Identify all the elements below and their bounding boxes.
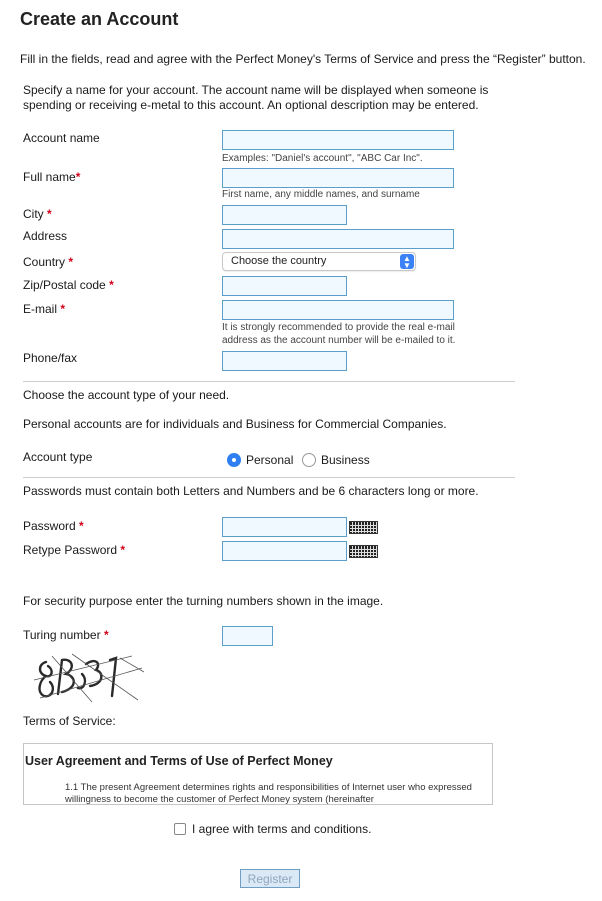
password-note: Passwords must contain both Letters and Numbers and be 6 characters long or more. xyxy=(23,484,479,498)
retype-password-label: Retype Password * xyxy=(23,543,126,557)
zip-label: Zip/Postal code * xyxy=(23,278,114,292)
turing-number-label: Turing number * xyxy=(23,628,109,642)
email-label: E-mail * xyxy=(23,302,66,316)
virtual-keyboard-icon[interactable] xyxy=(349,521,378,534)
country-selected-value: Choose the country xyxy=(231,255,327,267)
security-note: For security purpose enter the turning numbers shown in the image. xyxy=(23,594,384,608)
register-button[interactable]: Register xyxy=(240,869,300,888)
captcha-image xyxy=(32,650,147,705)
radio-personal-label[interactable]: Personal xyxy=(246,453,294,467)
required-mark: * xyxy=(75,170,81,184)
account-name-hint: Examples: "Daniel's account", "ABC Car Inc". xyxy=(222,153,423,164)
account-type-description: Personal accounts are for individuals and Business for Commercial Companies. xyxy=(23,417,447,431)
country-select[interactable] xyxy=(222,252,416,271)
full-name-label: Full name* xyxy=(23,170,81,184)
password-input[interactable] xyxy=(222,517,347,537)
terms-body: 1.1 The present Agreement determines rights and responsibilities of Internet user who expressed willingness to become the customer of Perfect Money system (hereinafter xyxy=(65,782,472,805)
required-mark: * xyxy=(79,519,84,533)
address-input[interactable] xyxy=(222,229,454,249)
phone-input[interactable] xyxy=(222,351,347,371)
retype-password-input[interactable] xyxy=(222,541,347,561)
terms-heading: User Agreement and Terms of Use of Perfect Money xyxy=(25,754,333,768)
terms-label: Terms of Service: xyxy=(23,714,116,728)
agree-label[interactable]: I agree with terms and conditions. xyxy=(192,822,372,836)
phone-label: Phone/fax xyxy=(23,351,78,365)
radio-business-label[interactable]: Business xyxy=(321,453,370,467)
terms-scroll-box[interactable] xyxy=(23,743,493,805)
chevron-updown-icon: ▲ ▼ xyxy=(400,254,414,269)
city-input[interactable] xyxy=(222,205,347,225)
required-mark: * xyxy=(109,278,114,292)
account-name-note: Specify a name for your account. The account name will be displayed when someone is spending or receiving e-metal to this account. An optional description may be entered. xyxy=(23,83,489,112)
email-input[interactable] xyxy=(222,300,454,320)
divider xyxy=(23,381,515,382)
zip-input[interactable] xyxy=(222,276,347,296)
account-type-label: Account type xyxy=(23,450,93,464)
address-label: Address xyxy=(23,229,68,243)
turing-number-input[interactable] xyxy=(222,626,273,646)
country-label: Country * xyxy=(23,255,74,269)
radio-personal[interactable] xyxy=(227,453,241,467)
full-name-hint: First name, any middle names, and surname xyxy=(222,189,420,200)
full-name-input[interactable] xyxy=(222,168,454,188)
agree-checkbox[interactable] xyxy=(174,823,186,835)
email-hint: It is strongly recommended to provide the real e-mail address as the account number will be e-mailed to it. xyxy=(222,322,456,346)
page-title: Create an Account xyxy=(20,9,179,29)
required-mark: * xyxy=(68,255,74,269)
account-name-input[interactable] xyxy=(222,130,454,150)
intro-text: Fill in the fields, read and agree with the Perfect Money's Terms of Service and press the “Register” button. xyxy=(20,52,586,66)
password-label: Password * xyxy=(23,519,84,533)
city-label: City * xyxy=(23,207,52,221)
radio-business[interactable] xyxy=(302,453,316,467)
required-mark: * xyxy=(47,207,52,221)
virtual-keyboard-icon[interactable] xyxy=(349,545,378,558)
required-mark: * xyxy=(103,628,109,642)
required-mark: * xyxy=(60,302,66,316)
required-mark: * xyxy=(120,543,126,557)
account-name-label: Account name xyxy=(23,131,100,145)
divider xyxy=(23,477,515,478)
account-type-note: Choose the account type of your need. xyxy=(23,388,230,402)
